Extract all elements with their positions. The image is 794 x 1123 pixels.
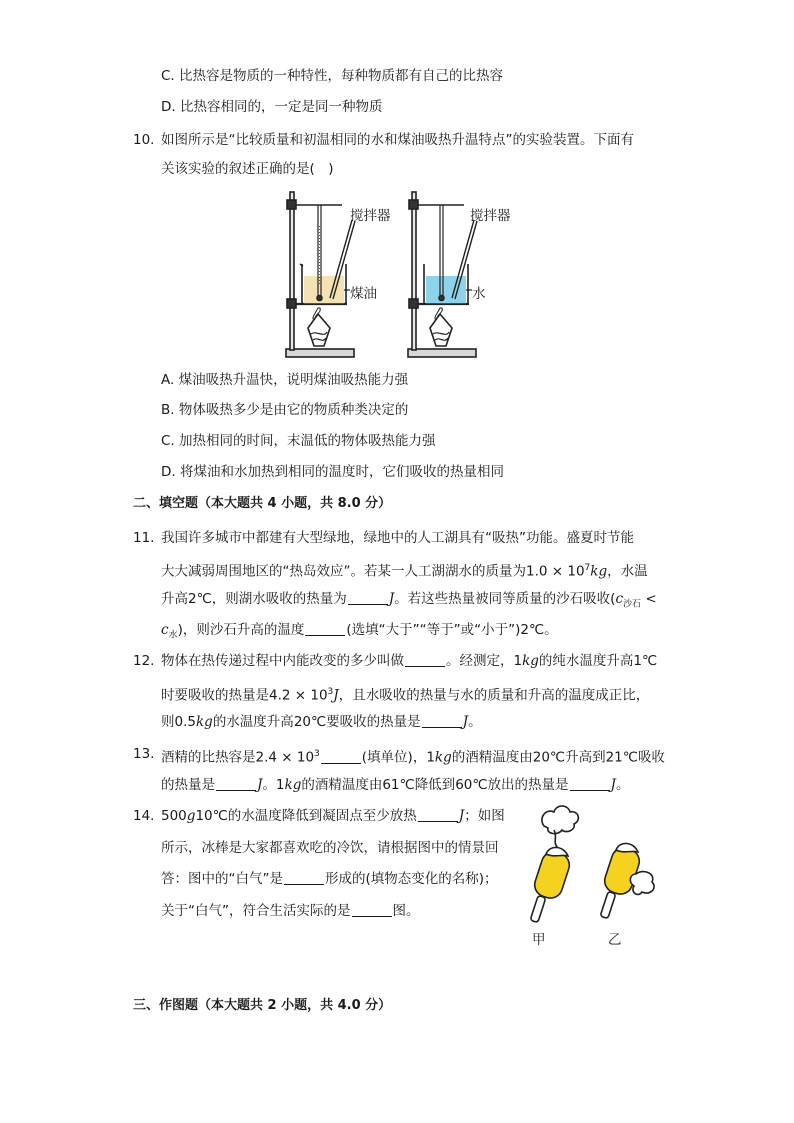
popsicle-left	[530, 806, 578, 923]
q13-blank-absorbed[interactable]	[216, 776, 256, 791]
left-ring-knob	[287, 299, 296, 308]
q12-line2: 时要吸收的热量是$4.2 \times 10^3J$，且水吸收的热量与水的质量和升高的温度成正比，	[161, 687, 650, 704]
q10-option-d: D. 将煤油和水加热到相同的温度时，它们吸收的热量相同	[161, 464, 504, 480]
right-stand-rod	[412, 192, 416, 350]
right-base	[408, 349, 476, 357]
left-white-mist	[542, 806, 578, 834]
right-lamp	[430, 314, 452, 346]
q9-option-c: C. 比热容是物质的一种特性，每种物质都有自己的比热容	[161, 68, 504, 84]
q12-blank-heat[interactable]	[422, 713, 462, 728]
q9-option-d: D. 比热容相同的，一定是同一种物质	[161, 99, 383, 115]
section-2-heading: 二、填空题（本大题共 4 小题，共 8.0 分）	[133, 496, 392, 511]
left-stand-rod	[290, 192, 294, 350]
popsicle-right	[600, 843, 654, 918]
label-jia: 甲	[532, 932, 546, 948]
q11-line1: 我国许多城市中都建有大型绿地，绿地中的人工湖具有“吸热”功能。盛夏时节能	[161, 530, 634, 546]
q14-blank-process[interactable]	[284, 870, 324, 885]
q12-line3: 则0.5kg的水温度升高20℃要吸收的热量是 J。	[161, 714, 482, 730]
left-frost	[546, 847, 568, 856]
q10-option-a: A. 煤油吸热升温快，说明煤油吸热能力强	[161, 372, 409, 388]
q10-apparatus-figure	[280, 186, 520, 364]
q10-stem-line2: 关该实验的叙述正确的是( )	[161, 161, 334, 177]
right-stirrer-label: 搅拌器	[470, 208, 511, 224]
right-white-mist	[630, 872, 654, 895]
q10-stem-line1: 如图所示是“比较质量和初温相同的水和煤油吸热升温特点”的实验装置。下面有	[161, 132, 634, 148]
q10-number: 10.	[133, 132, 155, 148]
q11-blank-compare[interactable]	[305, 621, 345, 636]
section-3-heading: 三、作图题（本大题共 2 小题，共 4.0 分）	[133, 998, 392, 1013]
left-clamp-knob	[287, 200, 296, 209]
label-yi: 乙	[608, 932, 622, 948]
left-ice-bar	[532, 849, 573, 901]
q14-blank-heat[interactable]	[418, 807, 458, 822]
q12-number: 12.	[133, 653, 155, 669]
left-lamp	[308, 314, 330, 346]
q14-popsicle-figure	[524, 800, 664, 950]
kerosene-label: 煤油	[350, 286, 377, 302]
q14-line3: 答：图中的“白气”是 形成的(填物态变化的名称)；	[161, 871, 498, 887]
q10-option-b: B. 物体吸热多少是由它的物质种类决定的	[161, 402, 409, 418]
q14-popsicle-svg	[524, 800, 664, 930]
q11-line3: 升高2℃，则湖水吸收的热量为 J。若这些热量被同等质量的沙石吸收($c_{沙石}$ <	[161, 591, 657, 610]
q13-line2: 的热量是 J。1kg的酒精温度由61℃降低到60℃放出的热量是 J。	[161, 777, 630, 793]
q12-blank-term[interactable]	[405, 652, 445, 667]
q12-line1: 物体在热传递过程中内能改变的多少叫做 。经测定，1kg的纯水温度升高1℃	[161, 653, 658, 669]
right-frost	[616, 843, 638, 852]
right-setup	[408, 192, 477, 357]
q14-number: 14.	[133, 808, 155, 824]
left-stirrer-label: 搅拌器	[350, 208, 391, 224]
left-base	[286, 349, 354, 357]
left-setup	[286, 192, 355, 357]
q14-line4: 关于“白气”，符合生活实际的是 图。	[161, 903, 420, 919]
q14-line2: 所示，冰棒是大家都喜欢吃的冷饮，请根据图中的情景回	[161, 840, 499, 856]
q11-number: 11.	[133, 530, 155, 546]
right-stick	[600, 891, 616, 918]
q11-line4: $c_水$)，则沙石升高的温度 (选填“大于”“等于”或“小于”)2℃。	[161, 622, 558, 641]
q14-line1: 500g10℃的水温度降低到凝固点至少放热 J；如图	[161, 808, 505, 824]
q14-blank-choice[interactable]	[352, 902, 392, 917]
q13-blank-released[interactable]	[570, 776, 610, 791]
q13-line1: 酒精的比热容是$2.4 \times 10^3$ (填单位)，1kg的酒精温度由20℃升高到21℃吸收	[161, 749, 665, 766]
q13-number: 13.	[133, 746, 155, 762]
q10-option-c: C. 加热相同的时间，末温低的物体吸热能力强	[161, 433, 436, 449]
water-label: 水	[472, 286, 486, 302]
q11-line2: 大大减弱周围地区的“热岛效应”。若某一人工湖湖水的质量为$1.0 \times 10^7kg$，水温	[161, 563, 648, 580]
right-ring-knob	[409, 299, 418, 308]
q13-blank-unit[interactable]	[321, 749, 361, 764]
right-clamp-knob	[409, 200, 418, 209]
q11-blank-heat[interactable]	[348, 590, 388, 605]
left-stick	[530, 895, 546, 922]
